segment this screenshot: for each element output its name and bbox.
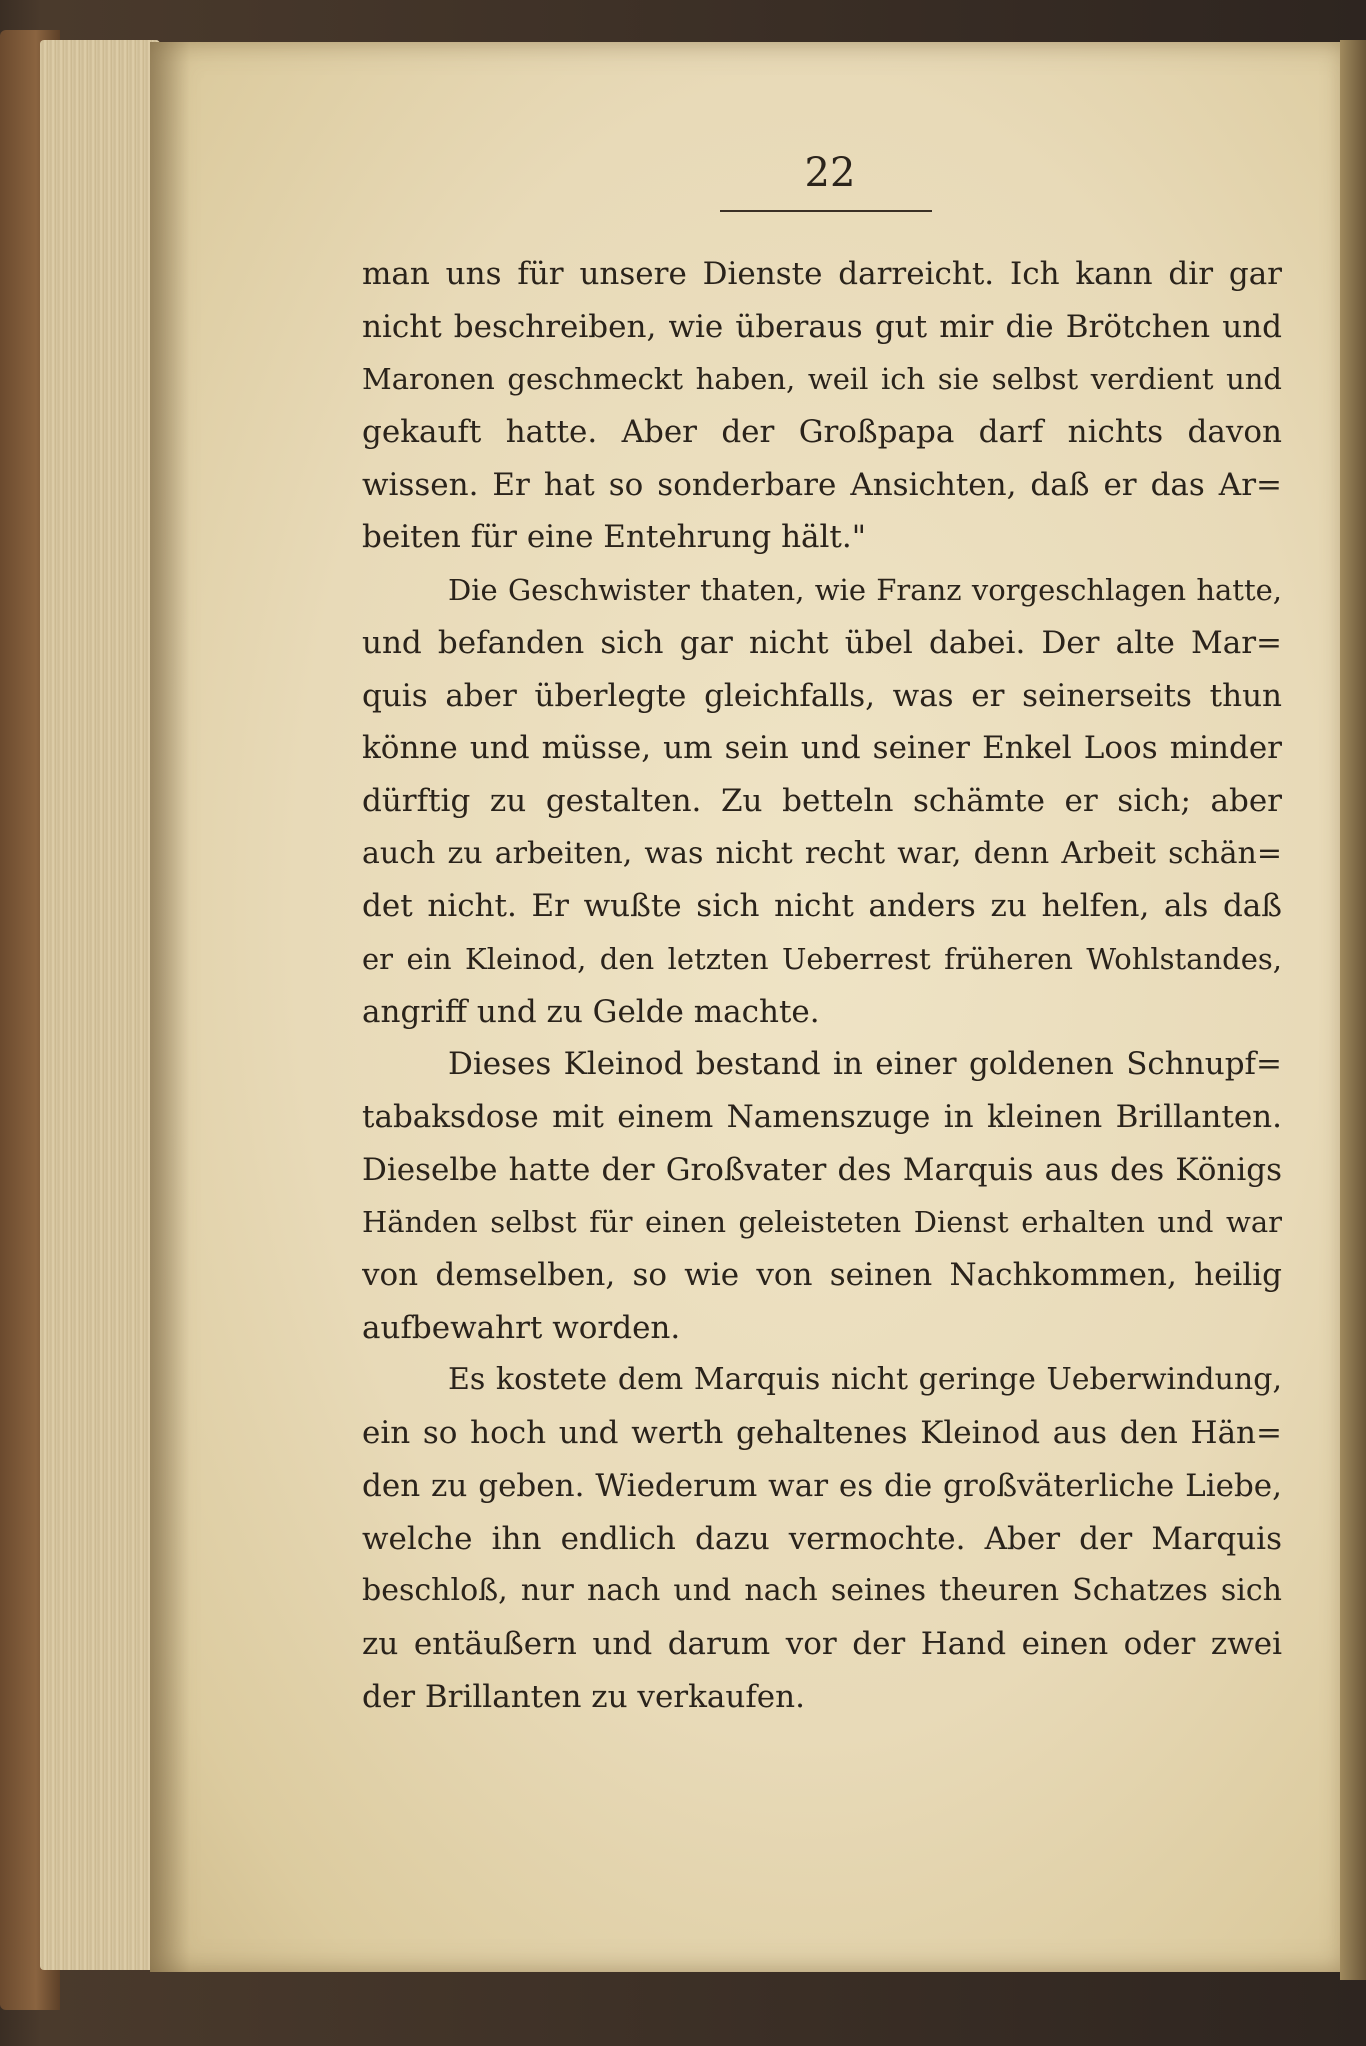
text-line: welche ihn endlich dazu vermochte. Aber der Marquis <box>362 1520 1282 1557</box>
text-line: dürftig zu gestalten. Zu betteln schämte er sich; aber <box>362 782 1282 819</box>
text-line: Dieses Kleinod bestand in einer goldenen Schnupf= <box>448 1046 1282 1083</box>
text-line: angriff und zu Gelde machte. <box>362 993 820 1030</box>
text-line: tabaksdose mit einem Namenszuge in kleinen Brillanten. <box>362 1099 1282 1135</box>
page-text <box>362 248 1282 1723</box>
text-line: der Brillanten zu verkaufen. <box>362 1678 805 1715</box>
page-number-rule <box>720 210 932 212</box>
text-line: von demselben, so wie von seinen Nachkommen, heilig <box>362 1257 1282 1294</box>
text-line: Maronen geschmeckt haben, weil ich sie selbst verdient und <box>362 362 1282 397</box>
text-line: auch zu arbeiten, was nicht recht war, denn Arbeit schän= <box>362 835 1282 871</box>
text-line: ein so hoch und werth gehaltenes Kleinod aus den Hän= <box>362 1415 1282 1452</box>
right-page-edge <box>1340 40 1366 1980</box>
text-line: det nicht. Er wußte sich nicht anders zu helfen, als daß <box>362 888 1282 925</box>
text-line: Dieselbe hatte der Großvater des Marquis aus des Königs <box>362 1151 1282 1188</box>
text-line: könne und müsse, um sein und seiner Enkel Loos minder <box>362 730 1282 767</box>
text-line: zu entäußern und darum vor der Hand einen oder zwei <box>362 1625 1282 1662</box>
text-line: man uns für unsere Dienste darreicht. Ich kann dir gar <box>362 256 1282 292</box>
text-line: gekauft hatte. Aber der Großpapa darf nichts davon <box>362 414 1282 451</box>
text-line: aufbewahrt worden. <box>362 1309 681 1346</box>
text-line: Die Geschwister thaten, wie Franz vorgeschlagen hatte, <box>448 573 1282 608</box>
text-line: den zu geben. Wiederum war es die großväterliche Liebe, <box>362 1467 1282 1504</box>
spine-shadow <box>150 42 190 1972</box>
text-line: Es kostete dem Marquis nicht geringe Ueberwindung, <box>448 1362 1282 1398</box>
text-line: beschloß, nur nach und nach seines theuren Schatzes sich <box>362 1573 1282 1609</box>
page-stack-edge <box>40 40 160 1970</box>
text-line: wissen. Er hat so sonderbare Ansichten, daß er das Ar= <box>362 466 1282 503</box>
text-line: nicht beschreiben, wie überaus gut mir die Brötchen und <box>362 308 1282 345</box>
text-line: quis aber überlegte gleichfalls, was er seinerseits thun <box>362 677 1282 714</box>
text-line: beiten für eine Entehrung hält." <box>362 519 867 556</box>
text-line: und befanden sich gar nicht übel dabei. Der alte Mar= <box>362 624 1282 661</box>
text-line: er ein Kleinod, den letzten Ueberrest früheren Wohlstandes, <box>362 941 1282 976</box>
text-line: Händen selbst für einen geleisteten Dienst erhalten und war <box>362 1205 1282 1240</box>
page-number: 22 <box>804 150 856 196</box>
